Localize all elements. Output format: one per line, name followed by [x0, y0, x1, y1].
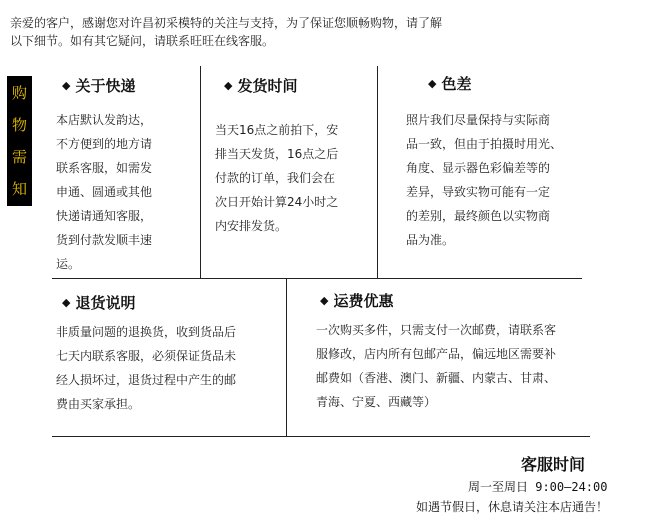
service-hours-title: 客服时间 — [521, 455, 586, 474]
text-line: 申通、圆通或其他 — [56, 185, 153, 199]
badge-char: 知 — [11, 180, 27, 198]
text-line: 七天内联系客服，必须保证货品未 — [56, 349, 237, 363]
service-hours-value: 周一至周日 9:00—24:00 — [468, 480, 608, 494]
intro-line-2: 以下细节。如有其它疑问，请联系旺旺在线客服。 — [10, 34, 275, 48]
section-body-returns — [56, 320, 236, 416]
text-line: 差异，导致实物可能有一定 — [406, 185, 551, 199]
section-body-express — [56, 108, 152, 276]
divider-horizontal-2 — [52, 436, 590, 437]
diamond-bullet-icon: ◆ — [62, 79, 71, 92]
text-line: 邮费如（香港、澳门、新疆、内蒙古、甘肃、 — [316, 371, 557, 385]
shopping-notice-badge — [7, 76, 32, 206]
diamond-bullet-icon: ◆ — [320, 294, 329, 307]
diamond-bullet-icon: ◆ — [62, 296, 71, 309]
text-line: 运。 — [56, 257, 81, 271]
section-title-returns: ◆ 退货说明 — [62, 294, 136, 312]
text-line: 联系客服，如需发 — [56, 161, 153, 175]
text-line: 青海、宁夏、西藏等） — [316, 395, 437, 409]
section-title-express: ◆ 关于快递 — [62, 77, 136, 95]
divider-vertical-1 — [200, 66, 201, 278]
text-line: 角度、显示器色彩偏差等的 — [406, 161, 551, 175]
text-line: 服修改，店内所有包邮产品，偏远地区需要补 — [316, 347, 557, 361]
text-line: 次日开始计算24小时之 — [215, 195, 339, 209]
intro-line-1: 亲爱的客户，感谢您对许昌初采模特的关注与支持，为了保证您顺畅购物，请了解 — [10, 16, 443, 30]
text-line: 货到付款发顺丰速 — [56, 233, 153, 247]
text-line: 品一致，但由于拍摄时用光、 — [406, 137, 563, 151]
text-line: 付款的订单，我们会在 — [215, 171, 336, 185]
divider-vertical-2 — [377, 66, 378, 278]
text-line: 本店默认发韵达， — [56, 113, 153, 127]
text-line: 照片我们尽量保持与实际商 — [406, 113, 551, 127]
section-title-freight: ◆ 运费优惠 — [320, 292, 394, 310]
section-body-freight — [316, 318, 556, 414]
badge-char: 需 — [11, 148, 27, 166]
divider-vertical-3 — [286, 278, 287, 436]
text-line: 当天16点之前拍下，安 — [215, 123, 339, 137]
holiday-notice: 如遇节假日，休息请关注本店通告！ — [416, 500, 609, 514]
text-line: 非质量问题的退换货，收到货品后 — [56, 325, 237, 339]
section-title-color: ◆ 色差 — [428, 75, 472, 93]
text-line: 品为准。 — [406, 233, 455, 247]
text-line: 的差别，最终颜色以实物商 — [406, 209, 551, 223]
section-body-shipping — [215, 118, 338, 238]
text-line: 一次购买多件，只需支付一次邮费，请联系客 — [316, 323, 557, 337]
text-line: 经人损坏过，退货过程中产生的邮 — [56, 373, 237, 387]
divider-horizontal-1 — [52, 278, 582, 279]
section-body-color — [406, 108, 562, 252]
text-line: 排当天发货，16点之后 — [215, 147, 339, 161]
badge-char: 物 — [11, 116, 27, 134]
text-line: 费由买家承担。 — [56, 397, 141, 411]
text-line: 快递请通知客服， — [56, 209, 153, 223]
intro-text — [10, 14, 640, 50]
diamond-bullet-icon: ◆ — [224, 79, 233, 92]
text-line: 不方便到的地方请 — [56, 137, 153, 151]
badge-char: 购 — [11, 84, 27, 102]
text-line: 内安排发货。 — [215, 219, 288, 233]
diamond-bullet-icon: ◆ — [428, 77, 437, 90]
section-title-shipping: ◆ 发货时间 — [224, 77, 298, 95]
